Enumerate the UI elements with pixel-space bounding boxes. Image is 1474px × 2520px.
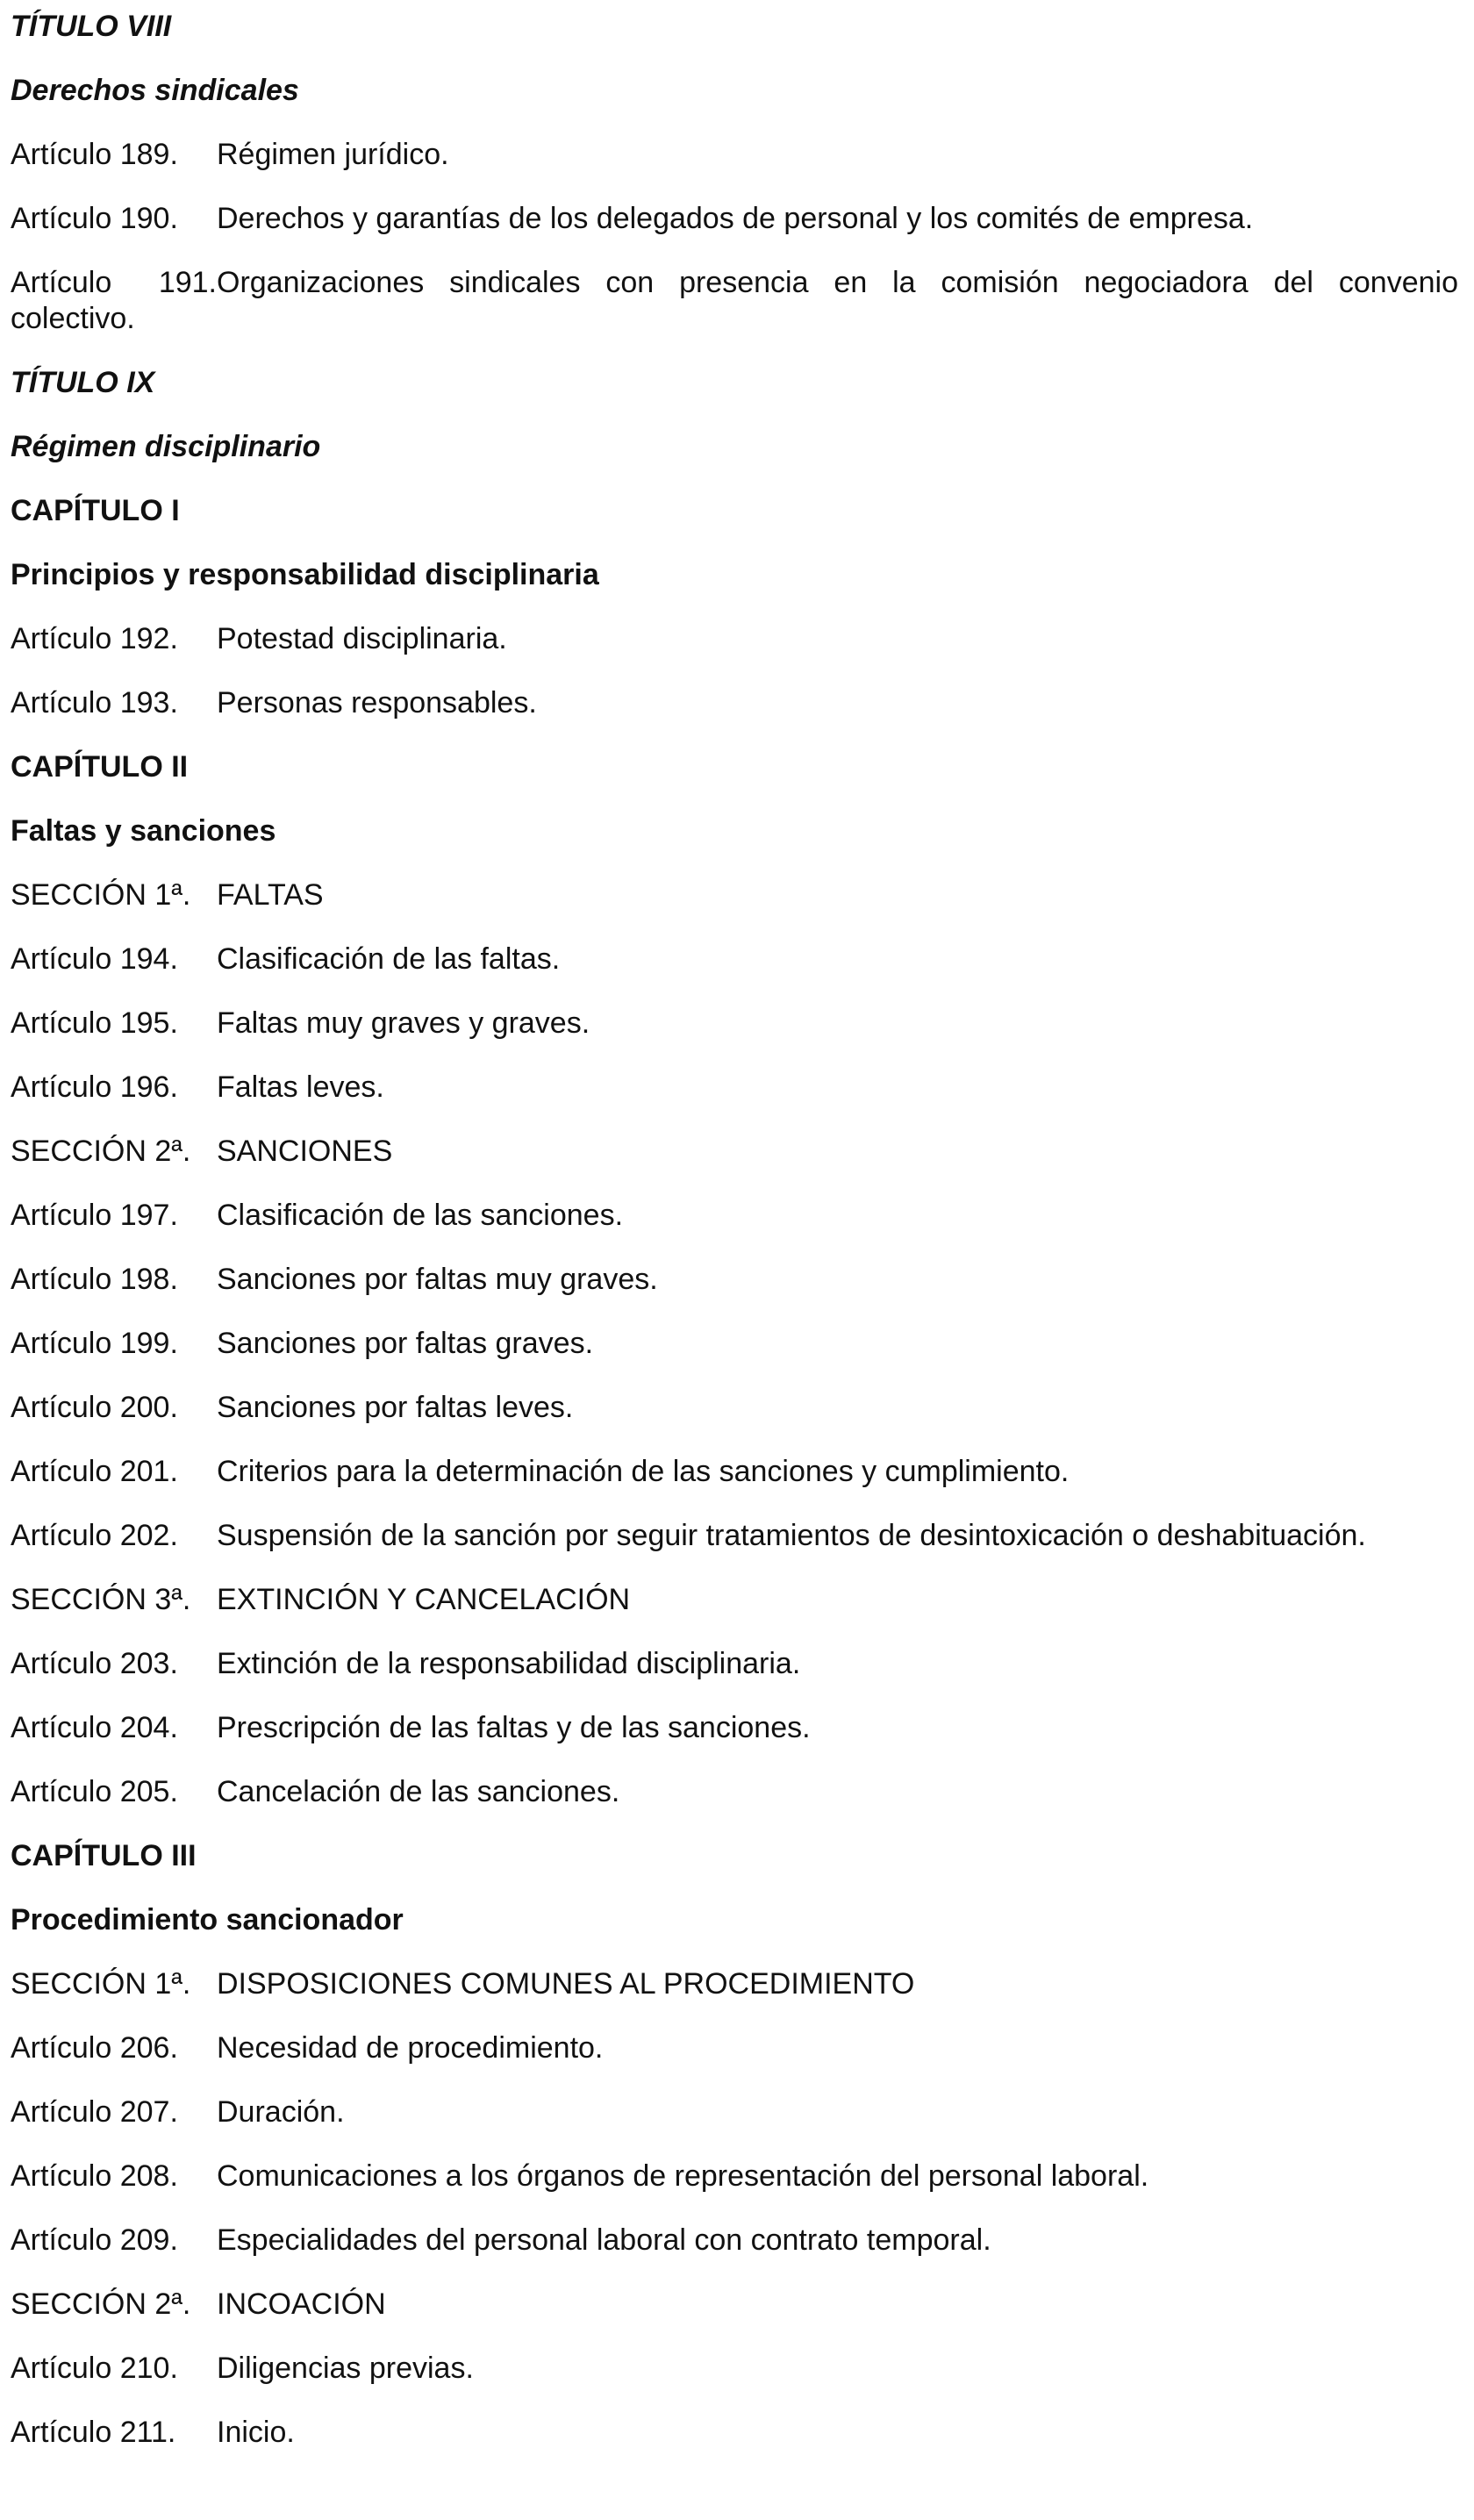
section-number: SECCIÓN 2ª. — [11, 1135, 191, 1168]
article-list — [11, 2030, 1458, 2259]
article-list — [11, 941, 1458, 1106]
section-name: FALTAS — [217, 878, 324, 912]
titulo-name: Derechos sindicales — [11, 74, 299, 107]
article-entry — [11, 2351, 1458, 2387]
article-number: Artículo 210. — [11, 2352, 178, 2385]
section-name: INCOACIÓN — [217, 2287, 386, 2321]
section-name: DISPOSICIONES COMUNES AL PROCEDIMIENTO — [217, 1967, 915, 2001]
article-title: Inicio. — [217, 2416, 295, 2449]
article-title: Potestad disciplinaria. — [217, 622, 507, 655]
article-title: Personas responsables. — [217, 686, 537, 719]
article-number: Artículo 189. — [11, 138, 178, 171]
section-number: SECCIÓN 2ª. — [11, 2287, 191, 2321]
article-number: Artículo 201. — [11, 1455, 178, 1488]
capitulo-heading: CAPÍTULO III — [11, 1839, 197, 1872]
article-entry — [11, 201, 1458, 237]
article-title: Sanciones por faltas graves. — [217, 1327, 594, 1360]
titulo-name: Régimen disciplinario — [11, 430, 321, 463]
section-heading — [11, 1582, 1458, 1618]
article-list — [11, 1646, 1458, 1810]
article-entry — [11, 1518, 1458, 1554]
article-entry — [11, 1646, 1458, 1682]
section-heading — [11, 1966, 1458, 2002]
article-number: Artículo 209. — [11, 2223, 178, 2257]
article-title: Extinción de la responsabilidad disciplinaria. — [217, 1647, 801, 1680]
article-title: Cancelación de las sanciones. — [217, 1775, 620, 1808]
article-title: Sanciones por faltas leves. — [217, 1391, 574, 1424]
article-entry — [11, 685, 1458, 721]
section-heading — [11, 2287, 1458, 2323]
article-number: Artículo 207. — [11, 2095, 178, 2129]
capitulo-name: Principios y responsabilidad disciplinaria — [11, 558, 599, 591]
article-number: Artículo 198. — [11, 1263, 178, 1296]
article-number: Artículo 193. — [11, 686, 178, 719]
article-entry — [11, 1070, 1458, 1106]
article-number: Artículo 211. — [11, 2416, 176, 2449]
article-number: Artículo 200. — [11, 1391, 178, 1424]
article-title: Suspensión de la sanción por seguir tratamientos de desintoxicación o deshabituación. — [217, 1519, 1366, 1552]
article-number: Artículo 197. — [11, 1199, 178, 1232]
article-number: Artículo 208. — [11, 2159, 178, 2193]
article-entry — [11, 621, 1458, 657]
capitulo-name: Procedimiento sancionador — [11, 1903, 404, 1937]
article-entry — [11, 941, 1458, 977]
article-list — [11, 137, 1458, 237]
document-body — [11, 9, 1458, 2479]
article-title: Derechos y garantías de los delegados de personal y los comités de empresa. — [217, 202, 1254, 235]
titulo-heading: TÍTULO IX — [11, 366, 155, 399]
article-number: Artículo 191. — [11, 266, 217, 299]
article-entry — [11, 1454, 1458, 1490]
article-title: Clasificación de las sanciones. — [217, 1199, 624, 1232]
article-number: Artículo 192. — [11, 622, 178, 655]
article-title: Régimen jurídico. — [217, 138, 449, 171]
article-number: Artículo 196. — [11, 1070, 178, 1104]
article-title: Duración. — [217, 2095, 345, 2129]
article-title: Comunicaciones a los órganos de representación del personal laboral. — [217, 2159, 1149, 2193]
article-number: Artículo 206. — [11, 2031, 178, 2065]
article-entry — [11, 2415, 1458, 2451]
article-number: Artículo 194. — [11, 942, 178, 976]
article-entry — [11, 1774, 1458, 1810]
article-entry — [11, 1390, 1458, 1426]
capitulo-heading: CAPÍTULO II — [11, 750, 189, 784]
article-number: Artículo 205. — [11, 1775, 178, 1808]
article-entry — [11, 1262, 1458, 1298]
article-title: Prescripción de las faltas y de las sanciones. — [217, 1711, 811, 1744]
section-heading — [11, 877, 1458, 913]
capitulo-name: Faltas y sanciones — [11, 814, 276, 848]
article-number: Artículo 199. — [11, 1327, 178, 1360]
article-entry — [11, 2158, 1458, 2194]
titulo-heading: TÍTULO VIII — [11, 10, 172, 43]
article-title: Faltas muy graves y graves. — [217, 1006, 590, 1040]
section-name: SANCIONES — [217, 1135, 393, 1168]
article-number: Artículo 195. — [11, 1006, 178, 1040]
article-list — [11, 2351, 1458, 2451]
article-entry — [11, 137, 1458, 173]
article-list — [11, 1198, 1458, 1554]
article-title: Organizaciones sindicales con presencia en la comisión negociadora del convenio — [217, 266, 1458, 299]
article-list — [11, 621, 1458, 721]
section-name: EXTINCIÓN Y CANCELACIÓN — [217, 1583, 631, 1616]
article-title: Clasificación de las faltas. — [217, 942, 561, 976]
article-entry — [11, 2094, 1458, 2130]
article-entry — [11, 1006, 1458, 1042]
capitulo-heading: CAPÍTULO I — [11, 494, 180, 527]
article-number: Artículo 203. — [11, 1647, 178, 1680]
article-entry — [11, 265, 1458, 337]
article-entry — [11, 2030, 1458, 2066]
article-entry — [11, 1710, 1458, 1746]
section-number: SECCIÓN 1ª. — [11, 1967, 191, 2001]
article-title: Necesidad de procedimiento. — [217, 2031, 604, 2065]
article-title-continuation: colectivo. — [11, 302, 135, 335]
article-title: Diligencias previas. — [217, 2352, 474, 2385]
article-title: Criterios para la determinación de las sanciones y cumplimiento. — [217, 1455, 1070, 1488]
article-number: Artículo 204. — [11, 1711, 178, 1744]
article-title: Faltas leves. — [217, 1070, 384, 1104]
section-number: SECCIÓN 1ª. — [11, 878, 191, 912]
article-entry — [11, 1198, 1458, 1234]
article-number: Artículo 202. — [11, 1519, 178, 1552]
article-title: Especialidades del personal laboral con contrato temporal. — [217, 2223, 991, 2257]
article-number: Artículo 190. — [11, 202, 178, 235]
section-heading — [11, 1134, 1458, 1170]
section-number: SECCIÓN 3ª. — [11, 1583, 191, 1616]
article-first-line — [11, 265, 1458, 301]
article-entry — [11, 2223, 1458, 2259]
article-entry — [11, 1326, 1458, 1362]
article-title: Sanciones por faltas muy graves. — [217, 1263, 658, 1296]
